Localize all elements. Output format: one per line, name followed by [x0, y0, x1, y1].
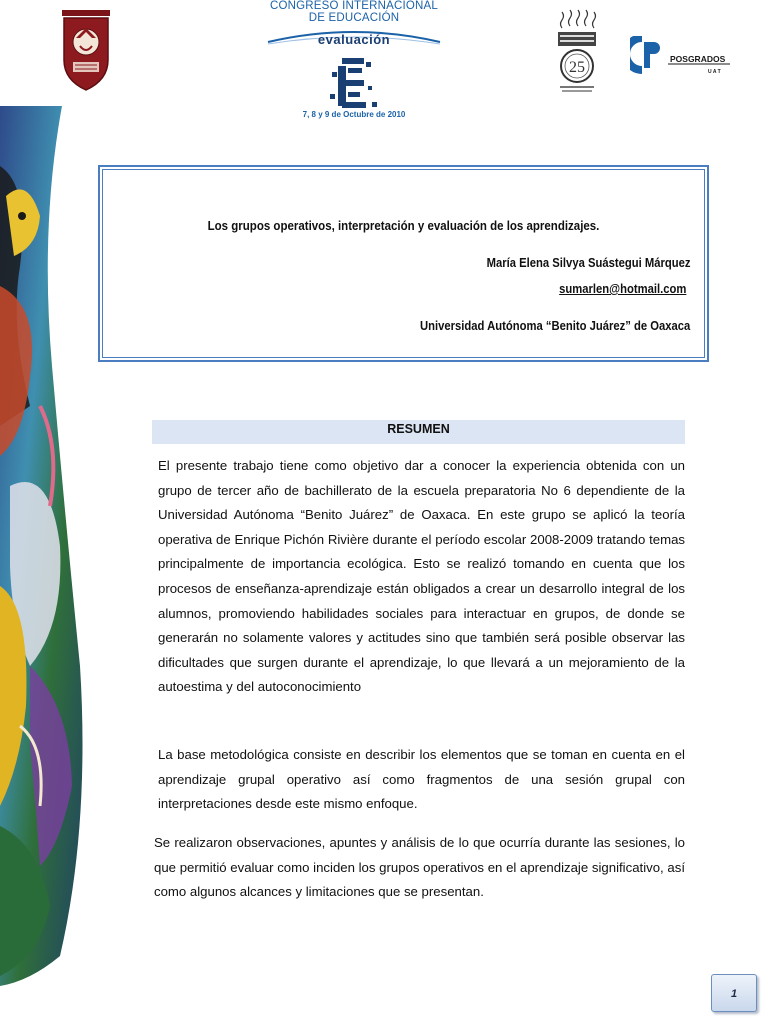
- posgrados-sublabel: U A T: [708, 69, 721, 75]
- page-number: 1: [711, 974, 757, 1012]
- congress-name-line1: CONGRESO INTERNACIONAL: [270, 0, 438, 12]
- posgrados-label: POSGRADOS: [670, 54, 726, 64]
- resumen-heading: RESUMEN: [152, 420, 685, 444]
- anniversary-25-logo: [552, 8, 602, 94]
- title-box: [98, 165, 709, 362]
- paper-title: Los grupos operativos, interpretación y evaluación de los aprendizajes.: [207, 219, 600, 233]
- congress-dates: 7, 8 y 9 de Octubre de 2010: [302, 110, 406, 119]
- posgrados-uat-logo: [630, 36, 732, 76]
- author-name: María Elena Silvya Suástegui Márquez: [486, 256, 690, 270]
- evaluacion-wordmark: evaluación: [317, 32, 391, 47]
- abstract-paragraph-2: La base metodológica consiste en describir los elementos que se toman en cuenta en el aprendizaje grupal operativo así como fragmentos de una sesión grupal con interpretaciones desde este mismo enfoque.: [158, 747, 685, 812]
- author-institution: Universidad Autónoma “Benito Juárez” de Oaxaca: [419, 319, 690, 333]
- congress-logo: [262, 0, 446, 125]
- decorative-painting-strip: [0, 106, 90, 986]
- title-box-inner: [102, 169, 705, 358]
- anniversary-number: 25: [569, 59, 585, 76]
- congress-name-line2: DE EDUCACIÓN: [308, 12, 400, 24]
- university-crest-logo: [58, 8, 114, 92]
- abstract-paragraph-3: Se realizaron observaciones, apuntes y análisis de lo que ocurría durante las sesiones, lo que permitió evaluar como inciden los grupos operativos en el aprendizaje significativo, así como algunos alcances y limitaciones que se presentan.: [154, 835, 685, 900]
- abstract-paragraph-1: El presente trabajo tiene como objetivo dar a conocer la experiencia obtenida con un grupo de tercer año de bachillerato de la escuela preparatoria No 6 dependiente de la Universidad Autónoma “Benito Juárez” de Oaxaca. En este grupo se aplicó la teoría operativa de Enrique Pichón Rivière durante el período escolar 2008-2009 tratando temas principalmente de importancia ecológica. Esto se realizó tomando en cuenta que los procesos de enseñanza-aprendizaje están obligados a crear un desarrollo integral de los alumnos, promoviendo habilidades sociales para interactuar en grupos, de donde se generarán no solamente valores y actitudes sino que también será posible observar las dificultades que surgen durante el aprendizaje, lo que llevará a un mejoramiento de la autoestima y del autoconocimiento: [158, 458, 685, 695]
- author-email-link[interactable]: sumarlen@hotmail.com: [558, 282, 686, 296]
